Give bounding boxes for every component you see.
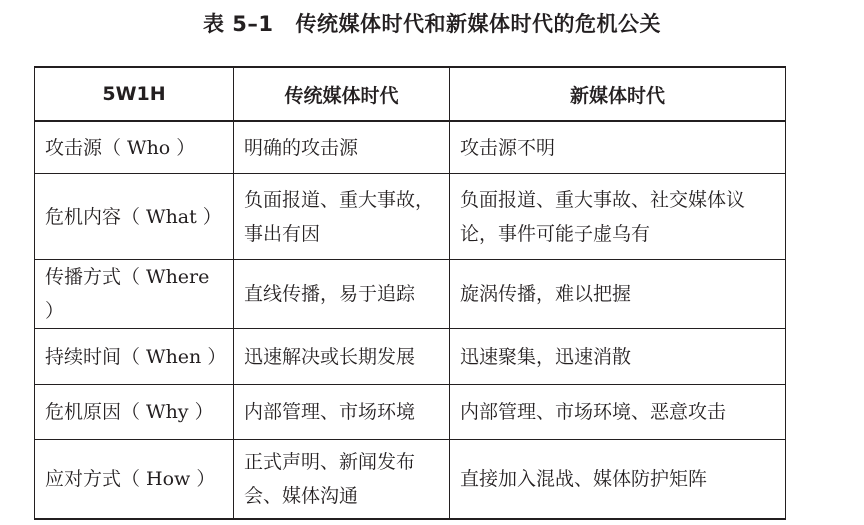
table-row [35, 260, 786, 329]
table-number: 表 5–1 [202, 12, 274, 36]
cell-new-media: 旋涡传播，难以把握 [450, 260, 786, 329]
row-label-why: 危机原因（ Why ） [35, 385, 234, 440]
cell-new-media: 内部管理、市场环境、恶意攻击 [450, 385, 786, 440]
cell-traditional: 迅速解决或长期发展 [234, 329, 450, 385]
table-row [35, 121, 786, 174]
table-row [35, 440, 786, 520]
table-row [35, 174, 786, 260]
cell-new-media: 负面报道、重大事故、社交媒体议论，事件可能子虚乌有 [450, 174, 786, 260]
row-label-how: 应对方式（ How ） [35, 440, 234, 520]
cell-new-media: 直接加入混战、媒体防护矩阵 [450, 440, 786, 520]
cell-new-media: 迅速聚集，迅速消散 [450, 329, 786, 385]
crisis-pr-comparison-table [34, 66, 786, 520]
row-label-what: 危机内容（ What ） [35, 174, 234, 260]
cell-traditional: 负面报道、重大事故，事出有因 [234, 174, 450, 260]
header-traditional-media: 传统媒体时代 [234, 67, 450, 121]
cell-traditional: 正式声明、新闻发布会、媒体沟通 [234, 440, 450, 520]
table-caption [0, 8, 864, 38]
table-title: 传统媒体时代和新媒体时代的危机公关 [295, 12, 662, 36]
header-5w1h: 5W1H [35, 67, 234, 121]
cell-traditional: 明确的攻击源 [234, 121, 450, 174]
table-header-row [35, 67, 786, 121]
cell-traditional: 内部管理、市场环境 [234, 385, 450, 440]
row-label-where: 传播方式（ Where ） [35, 260, 234, 329]
table-row [35, 329, 786, 385]
header-new-media: 新媒体时代 [450, 67, 786, 121]
row-label-when: 持续时间（ When ） [35, 329, 234, 385]
row-label-who: 攻击源（ Who ） [35, 121, 234, 174]
cell-new-media: 攻击源不明 [450, 121, 786, 174]
table-row [35, 385, 786, 440]
cell-traditional: 直线传播，易于追踪 [234, 260, 450, 329]
